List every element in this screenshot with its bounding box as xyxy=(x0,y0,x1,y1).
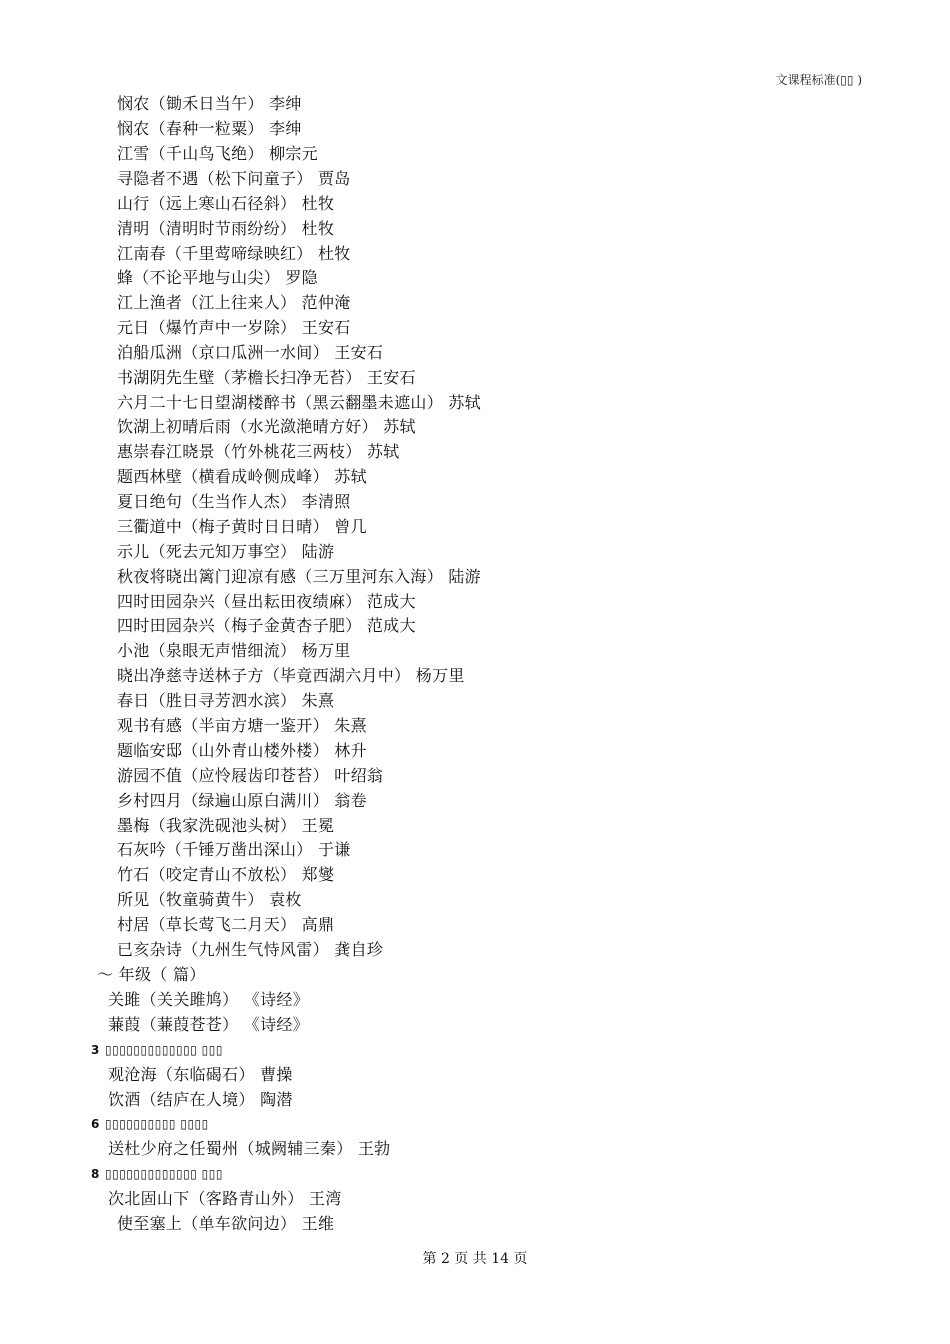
poem-line: 秋夜将晓出篱门迎凉有感（三万里河东入海） 陆游 xyxy=(117,567,481,586)
poem-line: 墨梅（我家洗砚池头树） 王冕 xyxy=(117,816,335,835)
poem-line: 饮酒（结庐在人境） 陶潜 xyxy=(108,1090,293,1109)
garbled-row xyxy=(91,1042,223,1058)
poem-line: 元日（爆竹声中一岁除） 王安石 xyxy=(117,318,351,337)
poem-line: 泊船瓜洲（京口瓜洲一水间） 王安石 xyxy=(117,343,384,362)
poem-line: 次北固山下（客路青山外） 王湾 xyxy=(108,1189,342,1208)
poem-line: 蜂（不论平地与山尖） 罗隐 xyxy=(117,268,318,287)
poem-line: 江雪（千山鸟飞绝） 柳宗元 xyxy=(117,144,318,163)
poem-line: 乡村四月（绿遍山原白满川） 翁卷 xyxy=(117,791,367,810)
garbled-row-text: ▯▯▯▯▯▯▯▯▯▯ ▯▯▯▯ xyxy=(105,1117,209,1131)
poem-line: 送杜少府之任蜀州（城阙辅三秦） 王勃 xyxy=(108,1139,391,1158)
garbled-row-text: ▯▯▯▯▯▯▯▯▯▯▯▯▯ ▯▯▯ xyxy=(105,1043,223,1057)
poem-line: 悯农（锄禾日当午） 李绅 xyxy=(117,94,302,113)
garbled-row-number: 3 xyxy=(91,1043,100,1057)
garbled-row-number: 8 xyxy=(91,1167,100,1181)
poem-line: 石灰吟（千锤万凿出深山） 于谦 xyxy=(117,840,351,859)
poem-line: 江上渔者（江上往来人） 范仲淹 xyxy=(117,293,351,312)
poem-line: 悯农（春种一粒粟） 李绅 xyxy=(117,119,302,138)
poem-line: 惠崇春江晓景（竹外桃花三两枝） 苏轼 xyxy=(117,442,400,461)
garbled-row-number: 6 xyxy=(91,1117,100,1131)
poem-line: 山行（远上寒山石径斜） 杜牧 xyxy=(117,194,335,213)
poem-line: 村居（草长莺飞二月天） 高鼎 xyxy=(117,915,335,934)
page-footer: 第 2 页 共 14 页 xyxy=(422,1251,528,1267)
garbled-row-text: ▯▯▯▯▯▯▯▯▯▯▯▯▯ ▯▯▯ xyxy=(105,1167,223,1181)
poem-line: 寻隐者不遇（松下问童子） 贾岛 xyxy=(117,169,351,188)
poem-line: 观书有感（半亩方塘一鉴开） 朱熹 xyxy=(117,716,367,735)
poem-line: 春日（胜日寻芳泗水滨） 朱熹 xyxy=(117,691,335,710)
poem-line: 所见（牧童骑黄牛） 袁枚 xyxy=(117,890,302,909)
poem-line: 示儿（死去元知万事空） 陆游 xyxy=(117,542,335,561)
poem-line: 三衢道中（梅子黄时日日晴） 曾几 xyxy=(117,517,367,536)
poem-line: 江南春（千里莺啼绿映红） 杜牧 xyxy=(117,244,351,263)
poem-line: 竹石（咬定青山不放松） 郑燮 xyxy=(117,865,335,884)
poem-line: 小池（泉眼无声惜细流） 杨万里 xyxy=(117,641,351,660)
poem-line: 题临安邸（山外青山楼外楼） 林升 xyxy=(117,741,367,760)
poem-line: 题西林壁（横看成岭侧成峰） 苏轼 xyxy=(117,467,367,486)
garbled-row xyxy=(91,1166,223,1182)
poem-line: 书湖阴先生壁（茅檐长扫净无苔） 王安石 xyxy=(117,368,416,387)
garbled-row xyxy=(91,1116,209,1132)
poem-line: 蒹葭（蒹葭苍苍） 《诗经》 xyxy=(108,1015,309,1034)
poem-line: 清明（清明时节雨纷纷） 杜牧 xyxy=(117,219,335,238)
poem-line: 使至塞上（单车欲问边） 王维 xyxy=(117,1214,335,1233)
poem-line: 四时田园杂兴（昼出耘田夜绩麻） 范成大 xyxy=(117,592,416,611)
poem-line: 游园不值（应怜屐齿印苍苔） 叶绍翁 xyxy=(117,766,384,785)
poem-line: 关雎（关关雎鸠） 《诗经》 xyxy=(108,990,309,1009)
poem-line: 饮湖上初晴后雨（水光潋滟晴方好） 苏轼 xyxy=(117,417,416,436)
poem-line: 已亥杂诗（九州生气恃风雷） 龚自珍 xyxy=(117,940,384,959)
poem-line: 六月二十七日望湖楼醉书（黑云翻墨未遮山） 苏轼 xyxy=(117,393,481,412)
poem-line: 晓出净慈寺送林子方（毕竟西湖六月中） 杨万里 xyxy=(117,666,465,685)
poem-line: 观沧海（东临碣石） 曹操 xyxy=(108,1065,293,1084)
poem-line: 四时田园杂兴（梅子金黄杏子肥） 范成大 xyxy=(117,616,416,635)
section-heading: ～ 年级（ 篇） xyxy=(97,965,206,984)
page-header: 文课程标准(▯▯ ) xyxy=(775,73,862,87)
poem-line: 夏日绝句（生当作人杰） 李清照 xyxy=(117,492,351,511)
